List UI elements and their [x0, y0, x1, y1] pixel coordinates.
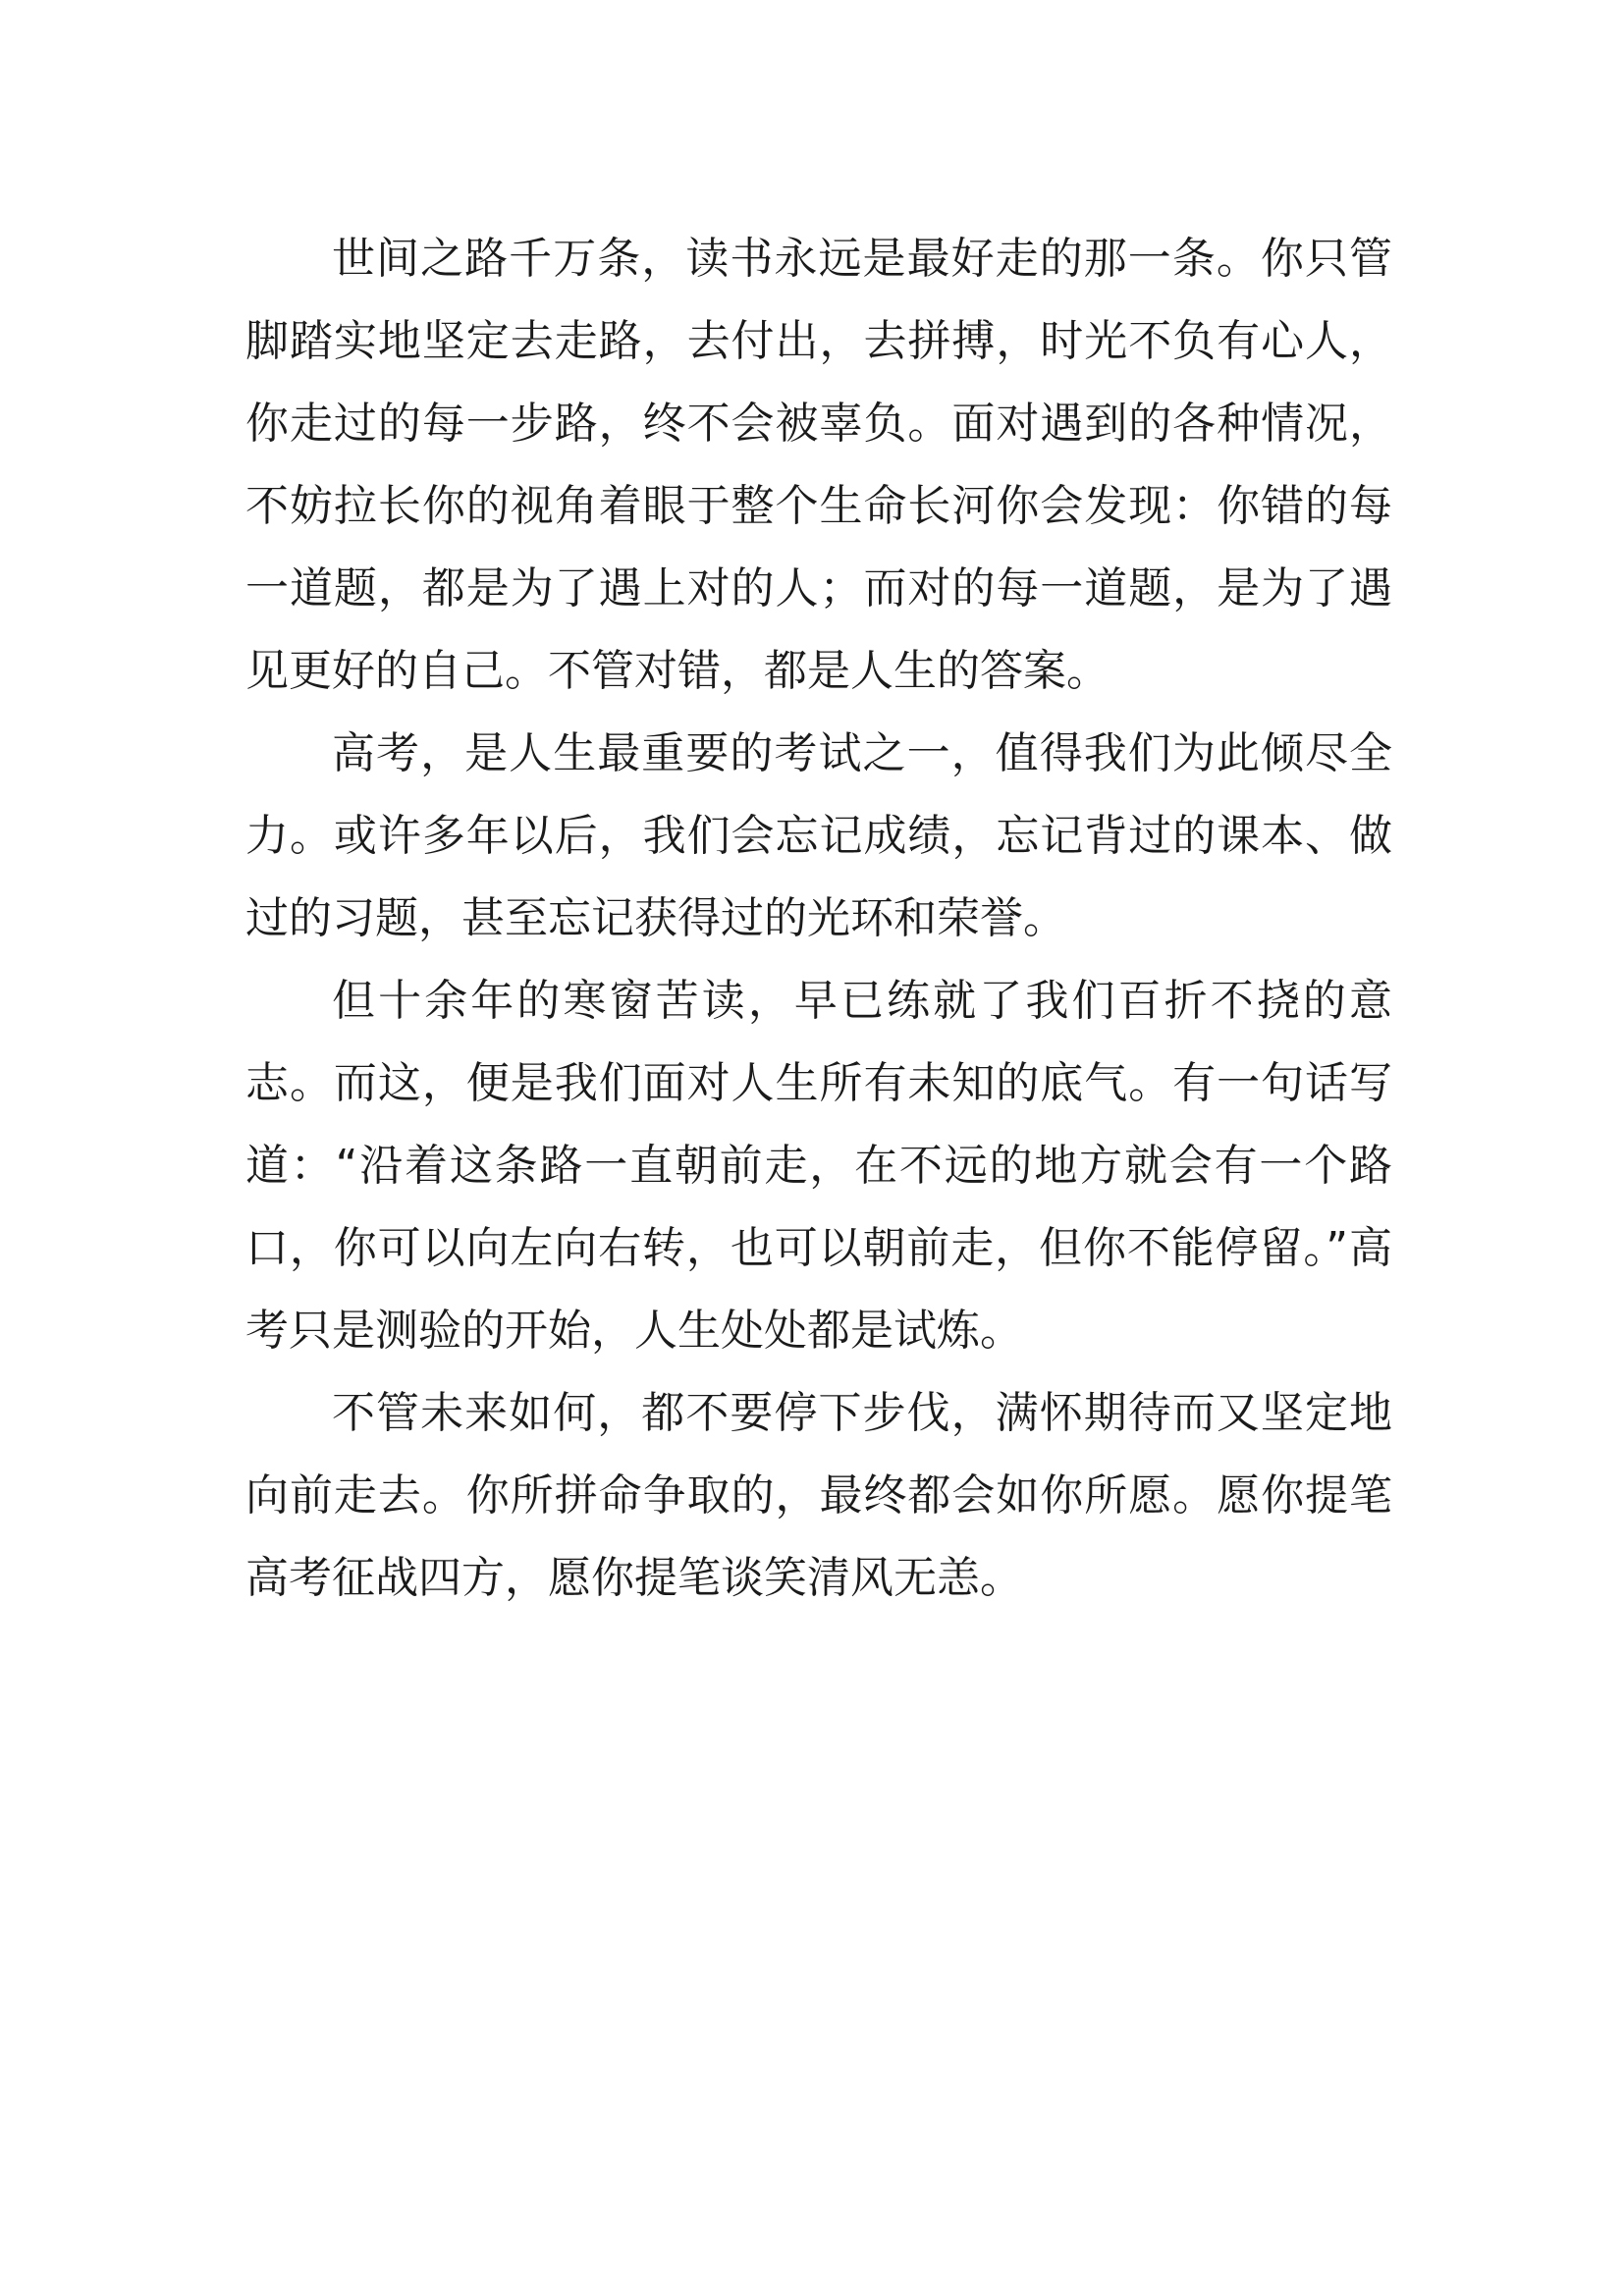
- paragraph: 不管未来如何，都不要停下步伐，满怀期待而又坚定地向前走去。你所拼命争取的，最终都会如你所愿。愿你提笔高考征战四方，愿你提笔谈笑清风无恙。: [245, 1388, 1392, 1603]
- document-body: [245, 218, 1392, 1620]
- paragraph: 世间之路千万条，读书永远是最好走的那一条。你只管脚踏实地坚定去走路，去付出，去拼搏，时光不负有心人，你走过的每一步路，终不会被辜负。面对遇到的各种情况，不妨拉长你的视角着眼于整个生命长河你会发现：你错的每一道题，都是为了遇上对的人；而对的每一道题，是为了遇见更好的自己。不管对错，都是人生的答案。: [245, 234, 1392, 696]
- paragraph: 但十余年的寒窗苦读，早已练就了我们百折不挠的意志。而这，便是我们面对人生所有未知的底气。有一句话写道：“沿着这条路一直朝前走，在不远的地方就会有一个路口，你可以向左向右转，也可以朝前走，但你不能停留。”高考只是测验的开始，人生处处都是试炼。: [245, 976, 1392, 1356]
- paragraph: 高考，是人生最重要的考试之一，值得我们为此倾尽全力。或许多年以后，我们会忘记成绩，忘记背过的课本、做过的习题，甚至忘记获得过的光环和荣誉。: [245, 728, 1392, 943]
